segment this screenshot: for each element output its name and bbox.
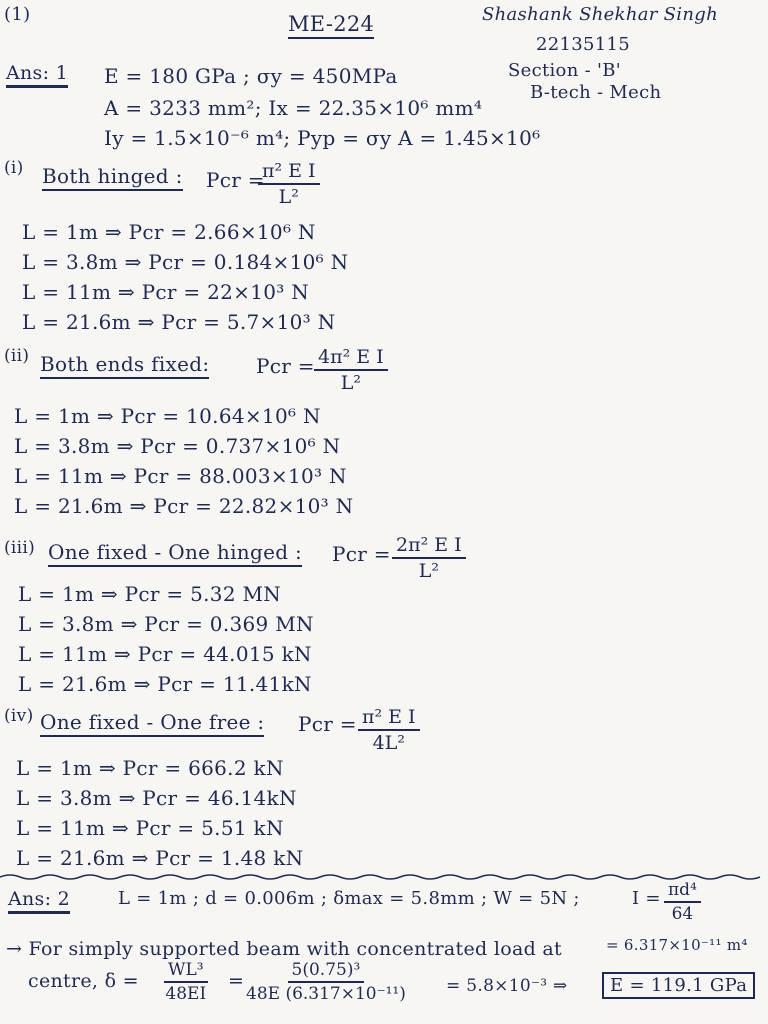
case-4-line: L = 11m ⇒ Pcr = 5.51 kN [16,816,284,840]
case-3-formula [392,534,466,582]
case-3-line: L = 21.6m ⇒ Pcr = 11.41kN [18,672,312,696]
case-2-formula-numerator: 4π² E I [314,346,388,371]
case-2-title: Both ends fixed: [40,352,209,379]
case-1-formula-denominator: L² [278,186,299,208]
moment-of-inertia-numerator: πd⁴ [664,880,701,903]
case-2-formula [314,346,388,394]
case-3-formula-denominator: L² [418,560,439,582]
page-number: (1) [4,4,31,25]
case-2-number: (ii) [4,346,30,366]
moment-of-inertia-formula [664,880,701,924]
case-4-formula [358,706,420,754]
case-3-formula-lhs: Pcr = [332,542,391,566]
given-line-3: Iy = 1.5×10⁻⁶ m⁴; Pyp = σy A = 1.45×10⁶ [104,126,541,150]
case-3-number: (iii) [4,538,36,558]
given-line-1: E = 180 GPa ; σy = 450MPa [104,64,398,88]
moment-of-inertia-denominator: 64 [671,904,694,924]
case-3-title: One fixed - One hinged : [48,540,302,567]
moment-of-inertia-value: = 6.317×10⁻¹¹ m⁴ [606,936,748,954]
case-1-formula-lhs: Pcr = [206,168,265,192]
substituted-formula [246,960,406,1004]
case-2-line: L = 3.8m ⇒ Pcr = 0.737×10⁶ N [14,434,341,458]
given-line-2: A = 3233 mm²; Ix = 22.35×10⁶ mm⁴ [104,96,483,120]
case-2-line: L = 11m ⇒ Pcr = 88.003×10³ N [14,464,347,488]
program-label: B-tech - Mech [530,82,662,103]
case-1-formula [258,160,320,208]
student-name: Shashank Shekhar Singh [482,4,718,25]
section-divider [0,873,768,881]
answer-2-centre: centre, δ = [28,970,139,992]
case-4-number: (iv) [4,706,34,726]
case-1-line: L = 3.8m ⇒ Pcr = 0.184×10⁶ N [22,250,349,274]
case-2-formula-lhs: Pcr = [256,354,315,378]
deflection-formula-denominator: 48EI [165,984,207,1004]
case-4-formula-numerator: π² E I [358,706,420,731]
moment-of-inertia-lhs: I = [632,888,661,909]
roll-number: 22135115 [536,34,631,55]
deflection-value: = 5.8×10⁻³ ⇒ [446,976,568,996]
case-1-formula-numerator: π² E I [258,160,320,185]
case-2-formula-denominator: L² [340,372,361,394]
course-code: ME-224 [288,12,374,39]
case-3-line: L = 11m ⇒ Pcr = 44.015 kN [18,642,312,666]
case-1-line: L = 21.6m ⇒ Pcr = 5.7×10³ N [22,310,336,334]
case-3-line: L = 1m ⇒ Pcr = 5.32 MN [18,582,282,606]
equals-sign: = [228,970,245,992]
section-label: Section - 'B' [508,60,622,81]
case-1-title: Both hinged : [42,164,183,191]
answer-2-given: L = 1m ; d = 0.006m ; δmax = 5.8mm ; W = 5N ; [118,888,580,909]
case-3-formula-numerator: 2π² E I [392,534,466,559]
case-1-number: (i) [4,158,24,178]
case-3-line: L = 3.8m ⇒ Pcr = 0.369 MN [18,612,314,636]
case-4-title: One fixed - One free : [40,710,264,737]
deflection-formula [164,960,208,1004]
case-4-line: L = 21.6m ⇒ Pcr = 1.48 kN [16,846,304,870]
answer-2-label: Ans: 2 [8,888,70,914]
substituted-formula-denominator: 48E (6.317×10⁻¹¹) [246,984,406,1004]
final-result-box: E = 119.1 GPa [602,972,755,999]
case-2-line: L = 21.6m ⇒ Pcr = 22.82×10³ N [14,494,354,518]
case-4-formula-denominator: 4L² [372,732,405,754]
answer-1-label: Ans: 1 [6,62,68,88]
deflection-formula-numerator: WL³ [164,960,208,983]
case-4-formula-lhs: Pcr = [298,712,357,736]
answer-2-statement: → For simply supported beam with concentrated load at [6,938,562,960]
case-1-line: L = 11m ⇒ Pcr = 22×10³ N [22,280,310,304]
case-4-line: L = 1m ⇒ Pcr = 666.2 kN [16,756,284,780]
case-4-line: L = 3.8m ⇒ Pcr = 46.14kN [16,786,297,810]
substituted-formula-numerator: 5(0.75)³ [288,960,365,983]
case-2-line: L = 1m ⇒ Pcr = 10.64×10⁶ N [14,404,321,428]
case-1-line: L = 1m ⇒ Pcr = 2.66×10⁶ N [22,220,316,244]
